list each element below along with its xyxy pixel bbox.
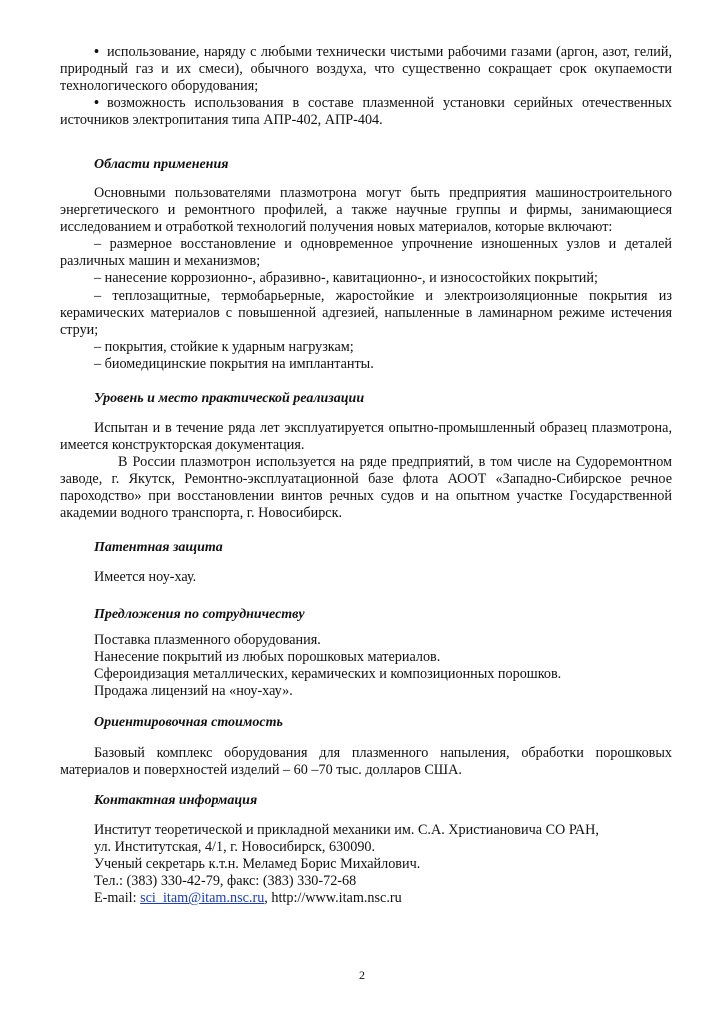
page-number: 2 (359, 968, 365, 982)
bullet-list (60, 44, 672, 129)
implementation-paragraph: Испытан и в течение ряда лет эксплуатируется опытно-промышленный образец плазмотрона, имеется конструкторская документация. (60, 420, 672, 454)
section-heading-applications: Области применения (94, 157, 229, 172)
contact-phone: Тел.: (383) 330-42-79, факс: (383) 330-72-68 (94, 873, 357, 890)
bullet-item: • использование, наряду с любыми технически чистыми рабочими газами (аргон, азот, гелий, природный газ и их смеси), обычного воздуха, что существенно сокращает срок окупаемости технологического оборудования; (60, 44, 672, 95)
contact-address: ул. Институтская, 4/1, г. Новосибирск, 630090. (94, 839, 376, 856)
applications-body (60, 185, 672, 373)
section-heading-patent: Патентная защита (94, 540, 223, 555)
implementation-paragraph: В России плазмотрон используется на ряде предприятий, в том числе на Судоремонтном заводе, г. Якутск, Ремонтно-эксплуатационной базе флота АООТ «Западно-Сибирское речное пароходство» при восстановлении винтов речных судов и на опытном участке Государственной академии водного транспорта, г. Новосибирск. (60, 454, 672, 522)
section-heading-cost: Ориентировочная стоимость (94, 715, 283, 730)
applications-item: – покрытия, стойкие к ударным нагрузкам; (94, 338, 354, 355)
email-link[interactable]: sci_itam@itam.nsc.ru (140, 890, 265, 907)
cost-paragraph: Базовый комплекс оборудования для плазменного напыления, обработки порошковых материалов и поверхностей изделий – 60 –70 тыс. долларов США. (60, 745, 672, 779)
section-heading-cooperation: Предложения по сотрудничеству (94, 607, 305, 622)
applications-item: – размерное восстановление и одновременное упрочнение изношенных узлов и деталей различных машин и механизмов; (60, 236, 672, 270)
contact-organization: Институт теоретической и прикладной механики им. С.А. Христиановича СО РАН, (94, 822, 599, 838)
email-label: E-mail: (94, 890, 141, 907)
bullet-item: • возможность использования в составе плазменной установки серийных отечественных источников электропитания типа АПР-402, АПР-404. (60, 95, 672, 129)
patent-text (60, 569, 672, 586)
cooperation-item: Продажа лицензий на «ноу-хау». (94, 683, 293, 700)
applications-item: – теплозащитные, термобарьерные, жаростойкие и электроизоляционные покрытия из керамических материалов с повышенной адгезией, напыленные в ламинарном режиме истечения струи; (60, 287, 672, 338)
cooperation-item: Нанесение покрытий из любых порошковых материалов. (94, 649, 441, 666)
cooperation-item: Поставка плазменного оборудования. (94, 632, 321, 648)
cooperation-item: Сфероидизация металлических, керамических и композиционных порошков. (94, 666, 562, 683)
implementation-body (60, 420, 672, 523)
cooperation-list (60, 632, 672, 700)
website-text: , http://www.itam.nsc.ru (264, 890, 402, 907)
contact-email-line (94, 890, 672, 907)
applications-item: – нанесение коррозионно-, абразивно-, кавитационно-, и износостойких покрытий; (94, 270, 598, 287)
applications-item: – биомедицинские покрытия на имплантанты. (94, 355, 374, 372)
cost-body (60, 745, 672, 779)
section-heading-implementation: Уровень и место практической реализации (94, 391, 365, 406)
applications-intro: Основными пользователями плазмотрона могут быть предприятия машиностроительного энергетического и ремонтного профилей, а также научные группы и фирмы, занимающиеся исследованием и отработкой технологий получения новых материалов, которые включают: (60, 185, 672, 236)
patent-paragraph: Имеется ноу-хау. (94, 569, 197, 585)
contact-block (60, 822, 672, 907)
section-heading-contact: Контактная информация (94, 793, 258, 808)
contact-person: Ученый секретарь к.т.н. Меламед Борис Михайлович. (94, 856, 421, 873)
